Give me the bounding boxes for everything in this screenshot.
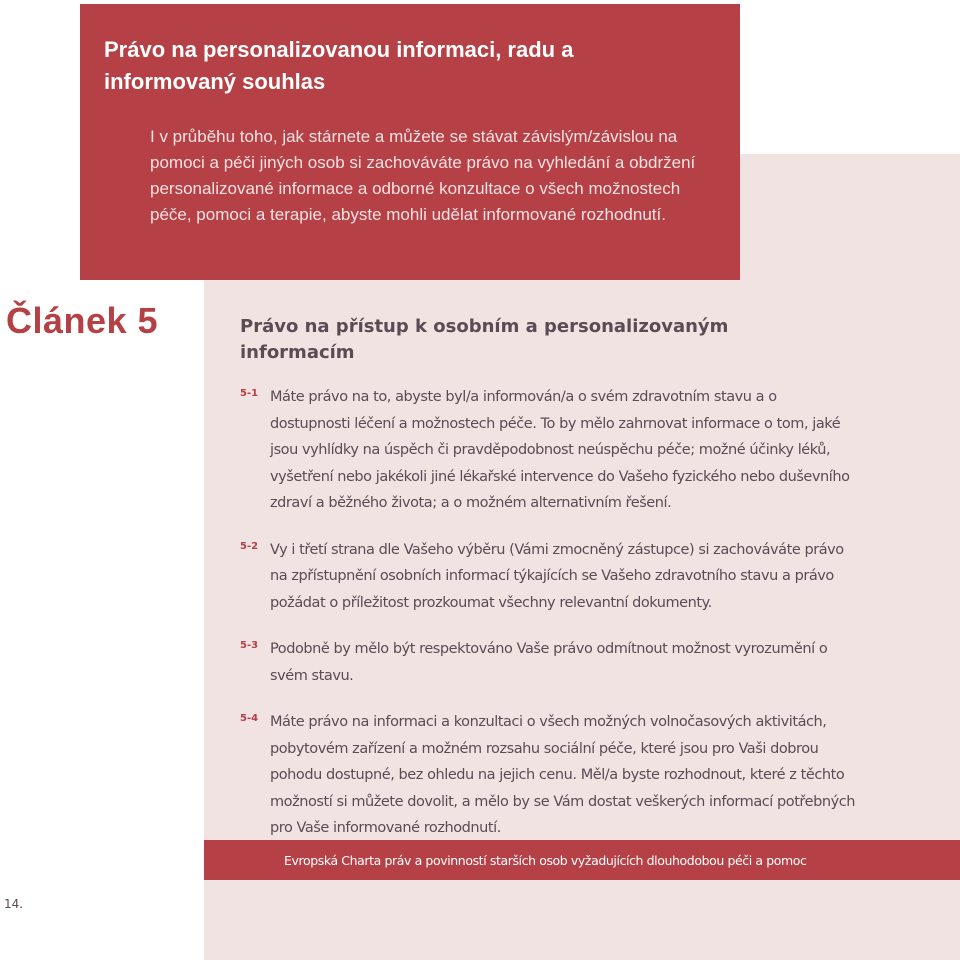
article-label: Článek 5 — [6, 300, 159, 341]
item-text: Podobně by mělo být respektováno Vaše právo odmítnout možnost vyrozumění o svém stavu. — [270, 641, 828, 684]
section-title: Právo na přístup k osobním a personalizovaným informacím — [240, 316, 729, 363]
item-number: 5-2 — [240, 540, 259, 552]
item-number: 5-4 — [240, 713, 259, 724]
intro-box — [80, 4, 740, 280]
intro-title: Právo na personalizovanou informaci, radu a informovaný souhlas — [104, 37, 574, 94]
article-items — [240, 384, 860, 862]
page-number: 14. — [4, 897, 24, 911]
item-text: Máte právo na informaci a konzultaci o všech možných volnočasových aktivitách, pobytovém zařízení a možném rozsahu sociální péče, které jsou pro Vaši dobrou pohodu dostupné, bez ohledu na jejich cenu. Měl/a byste rozhodnout, které z těchto možností si můžete dovolit, a mělo by se Vám dostat veškerých informací potřebných pro Vaše informované rozhodnutí. — [270, 714, 855, 836]
list-item — [240, 709, 860, 842]
intro-body: I v průběhu toho, jak stárnete a můžete se stávat závislým/závislou na pomoci a péči jiných osob si zachováváte právo na vyhledání a obdržení personalizované informace a odborné konzultace o všech možnostech péče, pomoci a terapie, abyste mohli udělat informované rozhodnutí. — [150, 127, 696, 224]
item-text: Vy i třetí strana dle Vašeho výběru (Vámi zmocněný zástupce) si zachováváte právo na zpřístupnění osobních informací týkajících se Vašeho zdravotního stavu a právo požádat o příležitost prozkoumat všechny relevantní dokumenty. — [270, 541, 844, 611]
list-item — [240, 384, 860, 517]
footer-band — [204, 840, 960, 880]
item-number: 5-3 — [240, 640, 259, 651]
list-item — [240, 636, 860, 689]
footer-text: Evropská Charta práv a povinností starších osob vyžadujících dlouhodobou péči a pomoc — [284, 853, 807, 868]
list-item — [240, 537, 860, 617]
item-number: 5-1 — [240, 388, 259, 399]
item-text: Máte právo na to, abyste byl/a informován/a o svém zdravotním stavu a o dostupnosti léčení a možnostech péče. To by mělo zahrnovat informace o tom, jaké jsou vyhlídky na úspěch či pravděpodobnost neúspěchu péče; možné účinky léků, vyšetření nebo jakékoli jiné lékařské intervence do Vašeho fyzického nebo duševního zdraví a běžného života; a o možném alternativním řešení. — [270, 389, 850, 511]
